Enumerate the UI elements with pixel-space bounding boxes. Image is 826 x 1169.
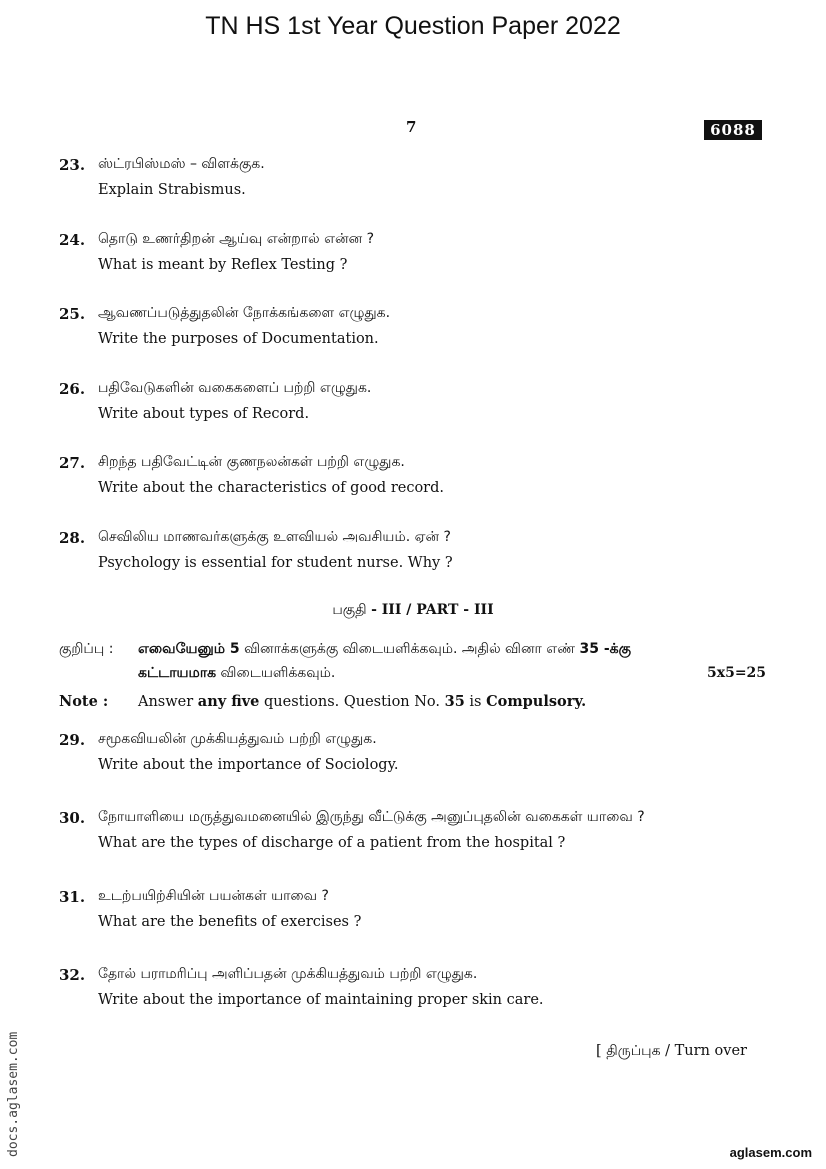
- question-text-tamil: தோல் பராமரிப்பு அளிப்பதன் முக்கியத்துவம் பற்றி எழுதுக.: [98, 966, 478, 982]
- question-number: 31.: [59, 888, 86, 906]
- question-text-english: Write about the importance of Sociology.: [98, 757, 399, 773]
- turn-over-english: / Turn over: [660, 1043, 747, 1059]
- question-number: 25.: [59, 305, 86, 323]
- paper-code-badge: 6088: [704, 120, 762, 140]
- page-number: 7: [406, 118, 417, 136]
- question-number: 27.: [59, 454, 86, 472]
- question-text-english: Write about the importance of maintaining proper skin care.: [98, 992, 544, 1008]
- section-heading-label: - III / PART - III: [371, 602, 494, 618]
- note-emphasis: Compulsory.: [486, 693, 587, 710]
- question-number: 26.: [59, 380, 86, 398]
- note-text: Answer: [138, 694, 198, 710]
- section-heading: [0, 602, 826, 620]
- note-label: Note :: [59, 693, 109, 710]
- question-number: 29.: [59, 731, 86, 749]
- section-heading-tamil: பகுதி: [332, 602, 367, 618]
- question-text-tamil: நோயாளியை மருத்துவமனையில் இருந்து வீட்டுக்கு அனுப்புதலின் வகைகள் யாவை ?: [98, 809, 645, 825]
- question-text-english: Psychology is essential for student nurse. Why ?: [98, 555, 453, 571]
- note-emphasis: கட்டாயமாக: [138, 665, 217, 681]
- question-number: 28.: [59, 529, 86, 547]
- turn-over-note: [596, 1043, 747, 1061]
- marks-allocation: 5x5=25: [707, 665, 767, 681]
- question-text-tamil: உடற்பயிற்சியின் பயன்கள் யாவை ?: [98, 888, 329, 904]
- question-text-tamil: சமூகவியலின் முக்கியத்துவம் பற்றி எழுதுக.: [98, 731, 377, 747]
- note-text: விடையளிக்கவும்.: [216, 665, 336, 681]
- note-label-tamil: குறிப்பு :: [59, 641, 114, 657]
- question-text-tamil: பதிவேடுகளின் வகைகளைப் பற்றி எழுதுக.: [98, 380, 372, 396]
- watermark: docs.aglasem.com: [6, 1031, 21, 1157]
- question-text-tamil: ஆவணப்படுத்துதலின் நோக்கங்களை எழுதுக.: [98, 305, 391, 321]
- question-number: 32.: [59, 966, 86, 984]
- page-title: TN HS 1st Year Question Paper 2022: [205, 12, 621, 40]
- note-text: questions. Question No.: [259, 694, 445, 710]
- question-text-english: Write about the characteristics of good record.: [98, 480, 445, 496]
- question-text-english: Write about types of Record.: [98, 406, 310, 422]
- turn-over-tamil: திருப்புக: [606, 1043, 661, 1059]
- note-text: is: [464, 694, 487, 710]
- note-emphasis: எவையேனும் 5: [138, 641, 240, 657]
- question-text-tamil: ஸ்ட்ரபிஸ்மஸ் – விளக்குக.: [98, 156, 265, 172]
- note-emphasis: 35 -க்கு: [579, 641, 631, 657]
- question-text-english: Explain Strabismus.: [98, 182, 246, 198]
- note-emphasis: 35: [444, 693, 465, 710]
- question-text-tamil: சிறந்த பதிவேட்டின் குணநலன்கள் பற்றி எழுதுக.: [98, 454, 405, 470]
- question-number: 23.: [59, 156, 86, 174]
- question-text-tamil: செவிலிய மாணவர்களுக்கு உளவியல் அவசியம். ஏன் ?: [98, 529, 451, 545]
- note-text: வினாக்களுக்கு விடையளிக்கவும். அதில் வினா எண்: [239, 641, 580, 657]
- question-number: 24.: [59, 231, 86, 249]
- question-number: 30.: [59, 809, 86, 827]
- question-text-english: Write the purposes of Documentation.: [98, 331, 379, 347]
- bracket: [: [596, 1043, 607, 1059]
- footer-site-name: aglasem.com: [729, 1145, 812, 1160]
- question-text-english: What are the benefits of exercises ?: [98, 914, 362, 930]
- question-text-english: What are the types of discharge of a patient from the hospital ?: [98, 835, 566, 851]
- question-text-english: What is meant by Reflex Testing ?: [98, 257, 348, 273]
- question-text-tamil: தொடு உணர்திறன் ஆய்வு என்றால் என்ன ?: [98, 231, 375, 247]
- note-emphasis: any five: [197, 693, 260, 710]
